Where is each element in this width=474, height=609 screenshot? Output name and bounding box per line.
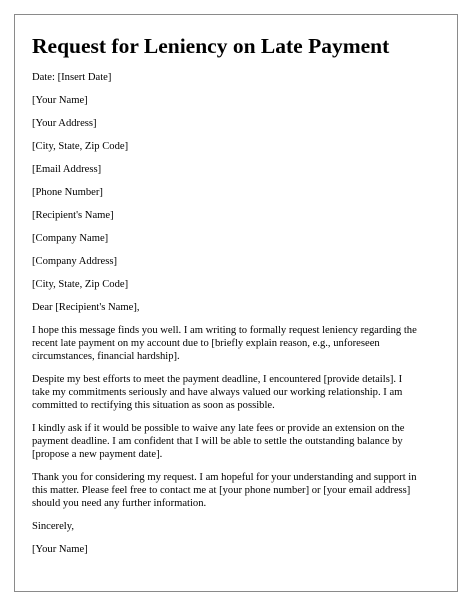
- recipient-company: [Company Name]: [32, 233, 109, 244]
- letter-title: Request for Leniency on Late Payment: [32, 34, 390, 58]
- paragraph-explanation: [32, 373, 442, 412]
- paragraph-line: circumstances, financial hardship].: [32, 351, 180, 362]
- recipient-name: [Recipient's Name]: [32, 210, 114, 221]
- paragraph-line: this matter. Please feel free to contact me at [your phone number] or [your email address]: [32, 485, 411, 496]
- sender-email: [Email Address]: [32, 164, 102, 175]
- date-line: Date: [Insert Date]: [32, 72, 112, 83]
- letter-body: [32, 33, 442, 566]
- sender-name: [Your Name]: [32, 95, 88, 106]
- sender-phone: [Phone Number]: [32, 187, 103, 198]
- paragraph-request: [32, 422, 442, 461]
- recipient-city-state-zip: [City, State, Zip Code]: [32, 279, 129, 290]
- sender-city-state-zip: [City, State, Zip Code]: [32, 141, 129, 152]
- paragraph-intro: [32, 324, 442, 363]
- paragraph-line: recent late payment on my account due to [briefly explain reason, e.g., unforeseen: [32, 338, 380, 349]
- paragraph-line: should you need any further information.: [32, 498, 207, 509]
- paragraph-line: I kindly ask if it would be possible to waive any late fees or provide an extension on the: [32, 423, 405, 434]
- paragraph-line: committed to rectifying this situation as soon as possible.: [32, 400, 275, 411]
- salutation: Dear [Recipient's Name],: [32, 302, 140, 313]
- sender-address: [Your Address]: [32, 118, 97, 129]
- paragraph-line: payment deadline. I am confident that I will be able to settle the outstanding balance by: [32, 436, 403, 447]
- paragraph-line: I hope this message finds you well. I am writing to formally request leniency regarding the: [32, 325, 417, 336]
- recipient-company-address: [Company Address]: [32, 256, 118, 267]
- paragraph-line: Despite my best efforts to meet the payment deadline, I encountered [provide details]. I: [32, 374, 403, 385]
- paragraph-line: take my commitments seriously and have always valued our working relationship. I am: [32, 387, 403, 398]
- paragraph-thanks: [32, 471, 442, 510]
- closing: Sincerely,: [32, 521, 74, 532]
- paragraph-line: Thank you for considering my request. I am hopeful for your understanding and support in: [32, 472, 417, 483]
- paragraph-line: [propose a new payment date].: [32, 449, 163, 460]
- signature: [Your Name]: [32, 544, 88, 555]
